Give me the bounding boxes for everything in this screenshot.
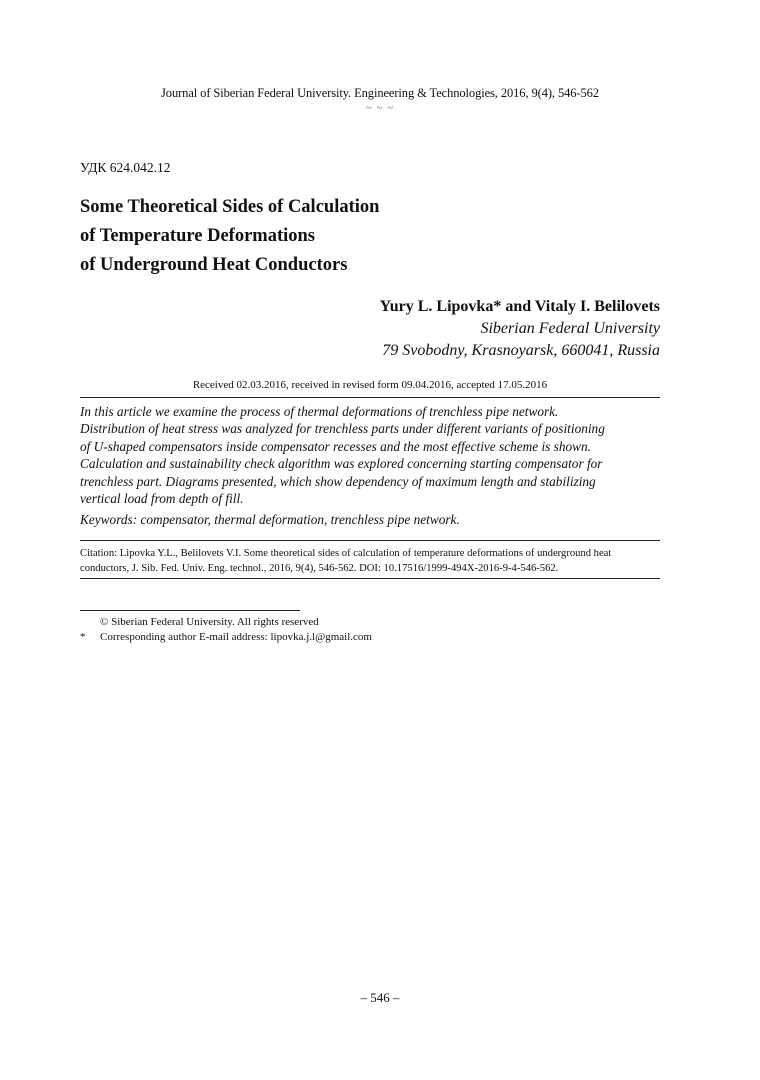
author-block <box>380 296 660 362</box>
abstract-top-rule <box>80 397 660 398</box>
footnote-copyright <box>80 615 660 630</box>
abstract-line: Distribution of heat stress was analyzed for trenchless parts under different variants of positioning <box>80 421 605 437</box>
header-ornament: ~ ~ ~ <box>365 102 395 114</box>
footnote-mark <box>80 615 100 630</box>
article-title <box>80 193 540 280</box>
citation-top-rule <box>80 540 660 541</box>
abstract-line: trenchless part. Diagrams presented, which show dependency of maximum length and stabilizing <box>80 473 596 489</box>
citation-bottom-rule <box>80 578 660 579</box>
footnote-rule <box>80 610 300 611</box>
author-affiliation: Siberian Federal University <box>480 320 660 337</box>
footnote-mark: * <box>80 631 86 643</box>
abstract-line: In this article we examine the process of thermal deformations of trenchless pipe network. <box>80 404 559 419</box>
footnote-corresponding <box>80 630 660 645</box>
abstract-line: Calculation and sustainability check algorithm was explored concerning starting compensator for <box>80 456 603 472</box>
author-address: 79 Svobodny, Krasnoyarsk, 660041, Russia <box>382 342 660 359</box>
footnotes <box>80 615 660 645</box>
abstract-line: vertical load from depth of fill. <box>80 491 244 507</box>
author-names: Yury L. Lipovka* and Vitaly I. Belilovets <box>379 298 660 315</box>
abstract <box>80 403 660 507</box>
citation-line: Citation: Lipovka Y.L., Belilovets V.I. Some theoretical sides of calculation of temperature deformations of underground heat <box>80 548 612 559</box>
journal-header: Journal of Siberian Federal University. Engineering & Technologies, 2016, 9(4), 546-562 <box>161 86 599 100</box>
page-number: – 546 – <box>360 990 400 1005</box>
title-line: Some Theoretical Sides of Calculation <box>80 197 380 217</box>
citation-line: conductors, J. Sib. Fed. Univ. Eng. technol., 2016, 9(4), 546-562. DOI: 10.17516/1999-494X-2016-9-4-546-562. <box>80 563 559 574</box>
received-dates: Received 02.03.2016, received in revised form 09.04.2016, accepted 17.05.2016 <box>192 379 548 391</box>
abstract-line: of U-shaped compensators inside compensator recesses and the most effective scheme is shown. <box>80 438 591 454</box>
footnote-text: © Siberian Federal University. All rights reserved <box>100 616 319 628</box>
title-line: of Underground Heat Conductors <box>80 255 348 275</box>
citation <box>80 546 660 576</box>
footnote-text: Corresponding author E-mail address: lipovka.j.l@gmail.com <box>100 631 372 643</box>
keywords: Keywords: compensator, thermal deformation, trenchless pipe network. <box>80 512 460 527</box>
udk-code: УДК 624.042.12 <box>80 160 171 175</box>
title-line: of Temperature Deformations <box>80 226 315 246</box>
